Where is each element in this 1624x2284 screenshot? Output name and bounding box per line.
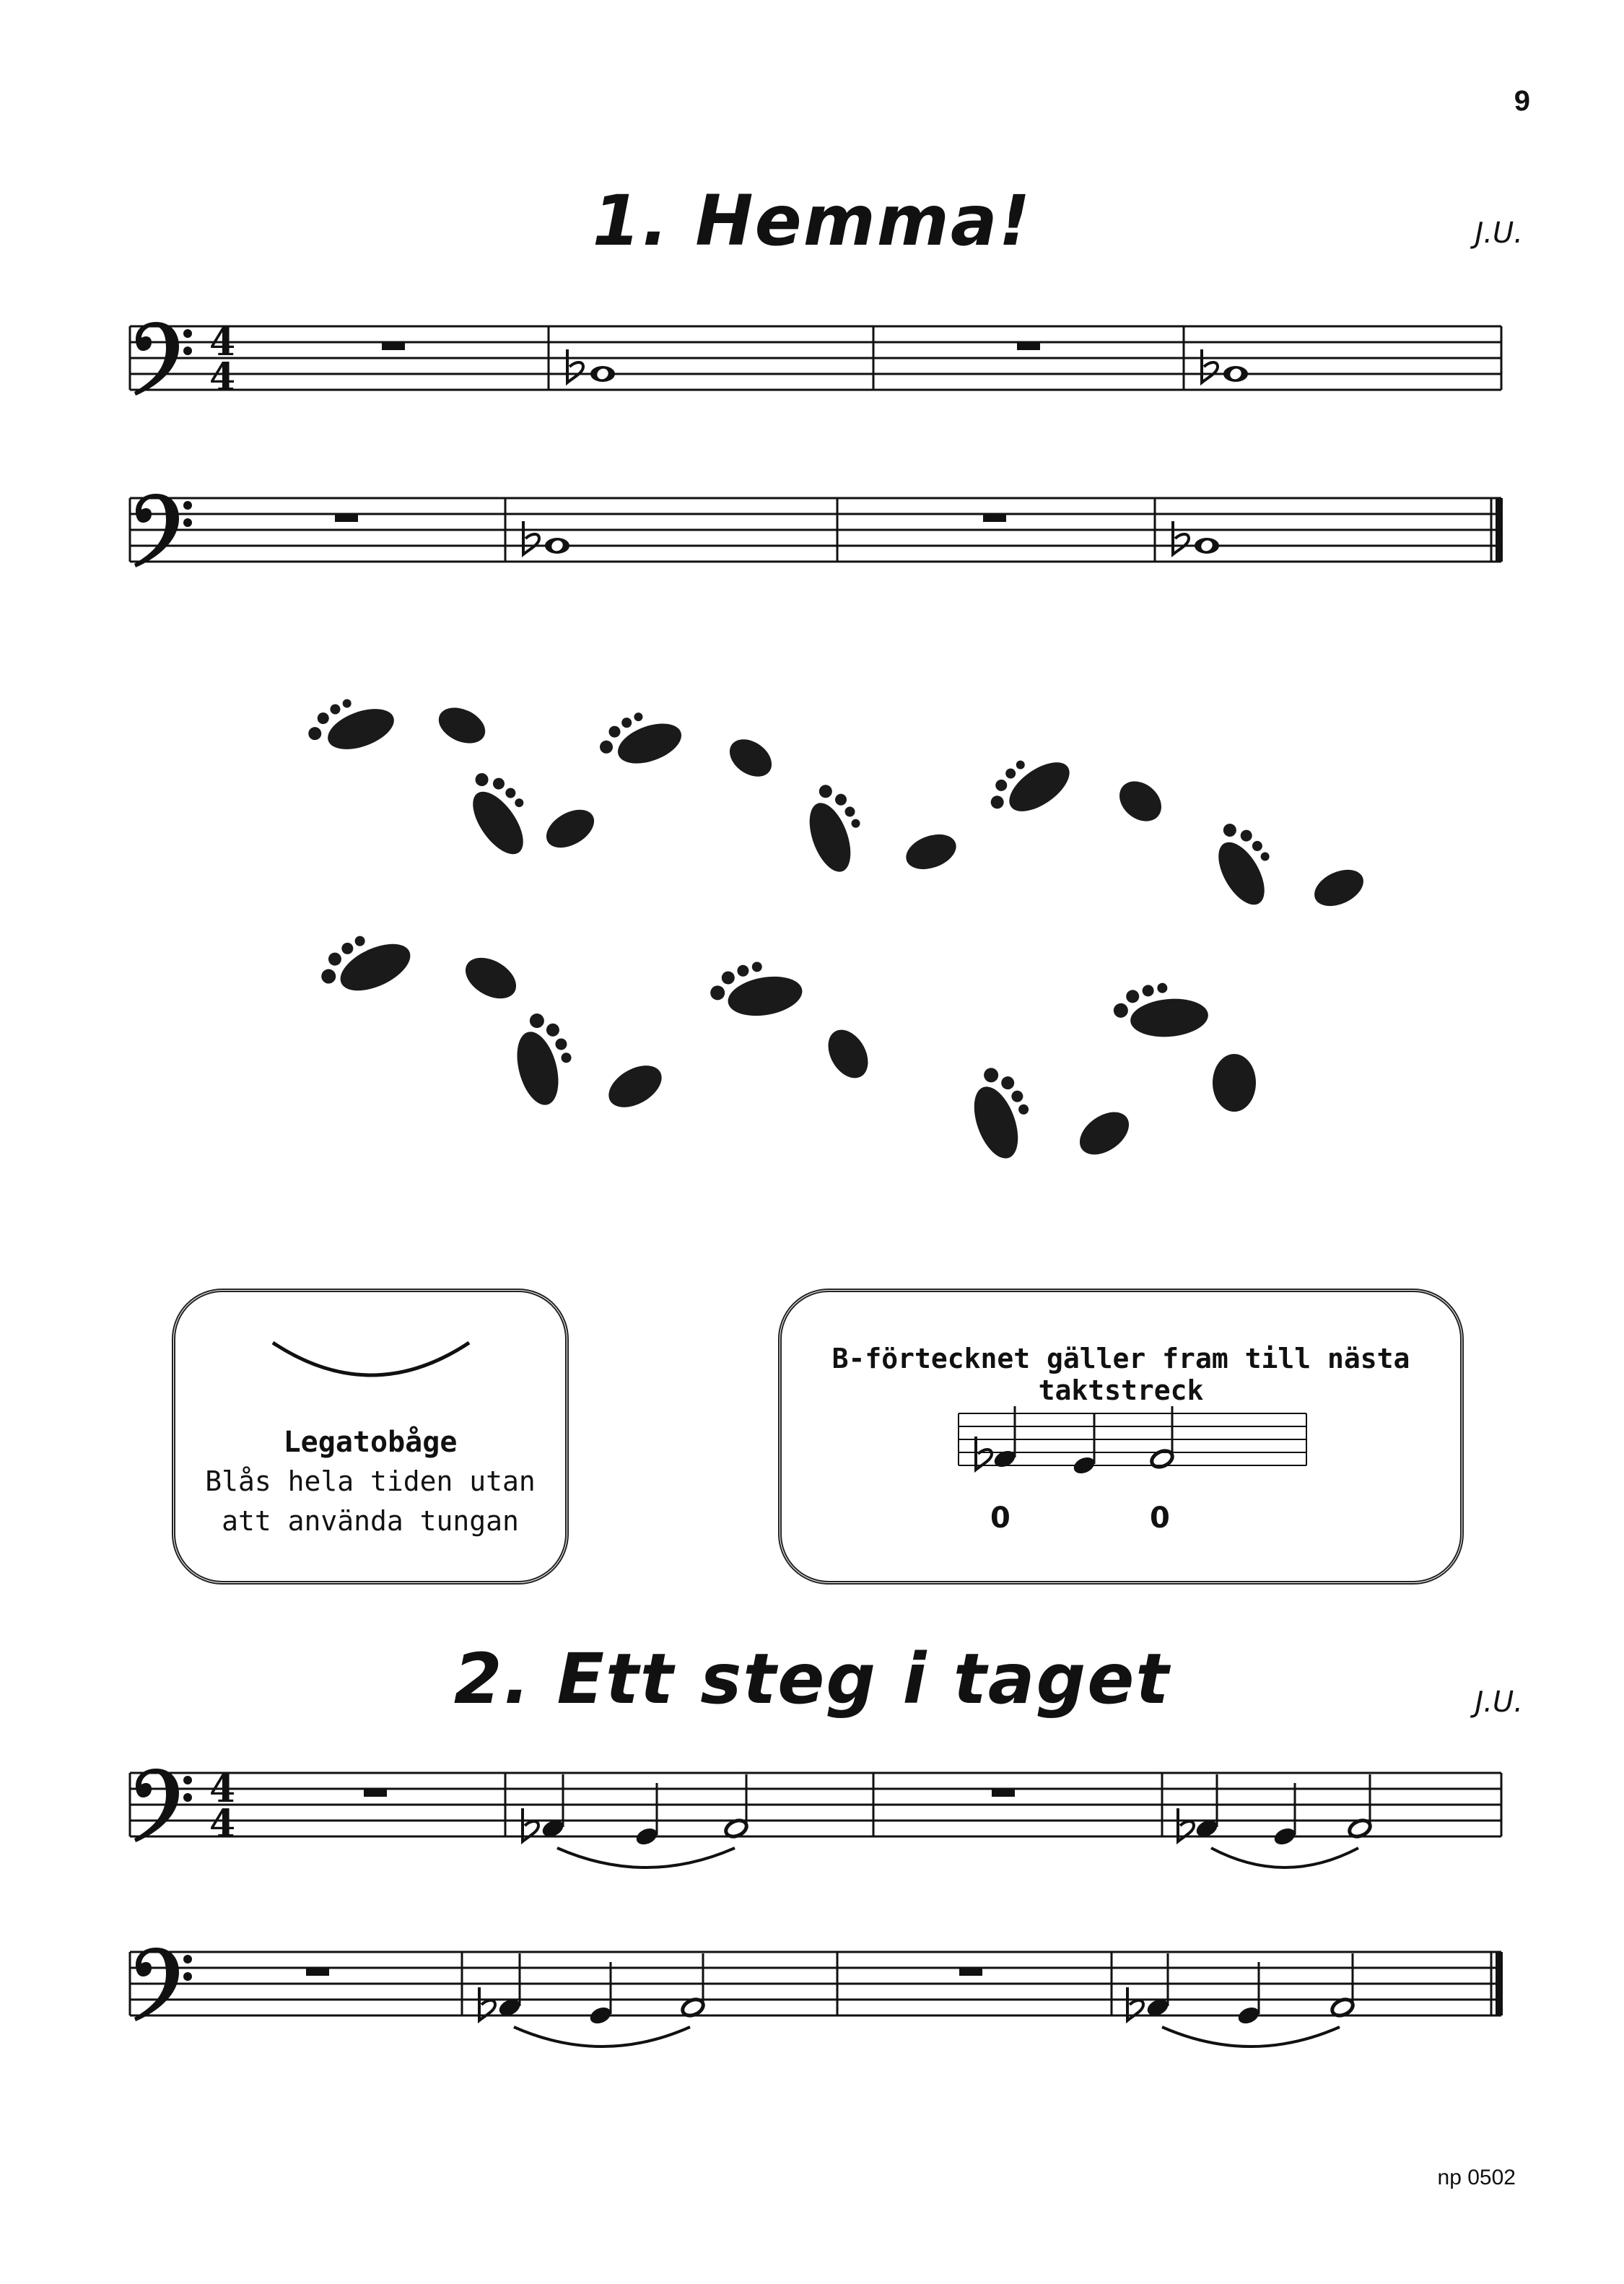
legato-title: Legatobåge — [283, 1426, 458, 1459]
svg-text:4: 4 — [209, 355, 236, 399]
heel — [820, 1023, 876, 1085]
staff-1-2 — [130, 494, 1503, 567]
piece-title-2: 2. Ett steg i taget — [453, 1639, 1171, 1719]
footprint — [455, 762, 546, 862]
heel — [722, 732, 779, 785]
footprint — [979, 740, 1078, 829]
footprint — [593, 701, 686, 776]
page-number: 9 — [1514, 85, 1530, 117]
heel — [458, 949, 523, 1007]
footprints-illustration — [302, 686, 1369, 1164]
composer-1: J.U. — [1475, 217, 1523, 250]
legato-line-2: att använda tungan — [222, 1505, 519, 1537]
heel — [1213, 1054, 1256, 1112]
staff-2-2 — [130, 1948, 1503, 2047]
footprint — [312, 920, 417, 1007]
footprint — [960, 1060, 1042, 1164]
heel — [601, 1057, 668, 1116]
legato-line-1: Blås hela tiden utan — [205, 1465, 536, 1497]
fingering-2: 0 — [1150, 1501, 1170, 1535]
flat-rule-text: B-förtecknet gäller fram till nästa taktstreck — [831, 1343, 1410, 1406]
footer-code: np 0502 — [1437, 2166, 1516, 2189]
heel — [540, 802, 601, 855]
footprint — [796, 778, 873, 878]
footprint — [1202, 814, 1288, 912]
fingering-1: 0 — [990, 1501, 1010, 1535]
svg-text:4: 4 — [209, 321, 236, 365]
heel — [1072, 1104, 1137, 1164]
staff-1-1 — [130, 321, 1501, 399]
piece-title-1: 1. Hemma! — [592, 180, 1032, 261]
staff-2-1 — [130, 1767, 1501, 1867]
footprint — [1112, 979, 1210, 1041]
svg-text:4: 4 — [209, 1802, 236, 1846]
heel — [433, 701, 491, 751]
composer-2: J.U. — [1475, 1686, 1523, 1719]
flat-info-box — [778, 1289, 1464, 1585]
legato-slur-icon — [172, 1321, 569, 1408]
footprint — [302, 686, 400, 762]
footprint — [707, 955, 806, 1024]
footprint — [506, 1008, 582, 1110]
heel — [1112, 773, 1169, 829]
heel — [1309, 863, 1369, 913]
heel — [902, 828, 961, 876]
legato-info-box — [172, 1289, 569, 1585]
svg-text:4: 4 — [209, 1767, 236, 1811]
